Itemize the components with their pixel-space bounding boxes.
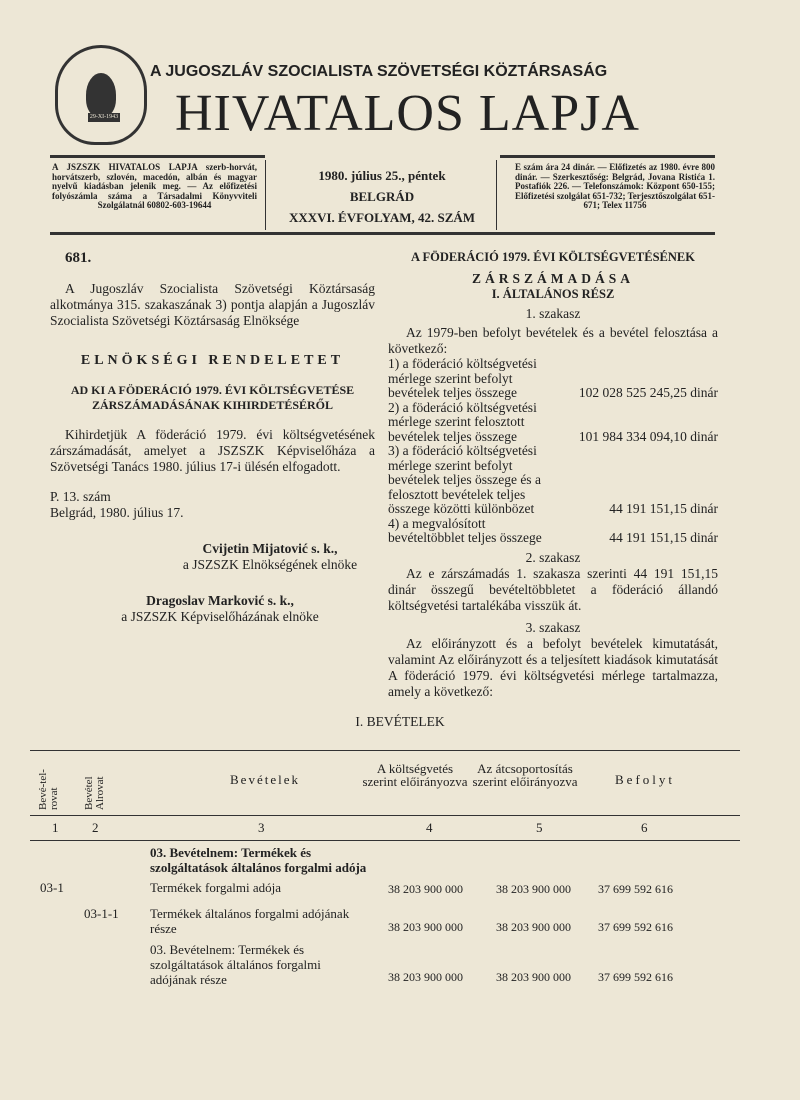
decree-subheading: AD KI A FÖDERÁCIÓ 1979. ÉVI KÖLTSÉGVETÉSE ZÁRSZÁMADÁSÁNAK KIHIRDETÉSÉRŐL [70,383,355,412]
issue-date: 1980. július 25., péntek [318,168,446,183]
part-heading: I. ÁLTALÁNOS RÉSZ [491,287,615,301]
divider [496,160,497,230]
list-item: 3) a föderáció költségvetési mérlege szerint befolyt bevételek teljes összege és a felosztott bevételek teljes összege közötti különbözet [388,443,541,516]
table-rule [30,750,740,751]
publisher-title: A JUGOSZLÁV SZOCIALISTA SZÖVETSÉGI KÖZTÁRSASÁG [150,63,608,80]
list-amount: 44 191 151,15 dinár [609,501,718,516]
table-cell-value: 37 699 592 616 [598,970,673,984]
left-column [50,250,375,625]
column-header: Befolyt [615,772,675,787]
decree-heading: ELNÖKSÉGI RENDELETET [80,353,345,368]
budget-heading-2: ZÁRSZÁMADÁSA [471,271,634,286]
table-cell-value: 38 203 900 000 [388,882,463,896]
section-2-heading: 2. szakasz [525,549,581,565]
issue-city: BELGRÁD [349,189,415,204]
column-header: Az átcsoportosítás szerint előirányozva [472,761,578,789]
list-amount: 101 984 334 094,10 dinár [578,428,718,444]
reference-number: P. 13. szám [50,489,111,504]
section-1-intro: Az 1979-ben befolyt bevételek és a bevétel felosztása a következő: [388,325,718,356]
header-rule [500,155,715,158]
table-cell-code: 03-1-1 [84,906,119,921]
table-rule [30,840,740,841]
table-title: I. BEVÉTELEK [355,714,445,729]
column-number: 6 [641,820,648,835]
list-amount: 102 028 525 245,25 dinár [578,385,718,400]
signature-name: Cvijetin Mijatović s. k., [202,541,338,556]
section-1-heading: 1. szakasz [525,306,581,321]
decree-body: Kihirdetjük A föderáció 1979. évi költségvetésének zárszámadását, amelyet a JSZSZK Képviselőháza a Szövetségi Tanács 1980. július 17-i ülésén elfogadott. [50,427,375,474]
header-rule [50,232,715,235]
column-number: 3 [258,820,265,835]
section-3-text: Az előirányzott és a befolyt bevételek kimutatását, valamint Az előirányzott és a teljesített kiadások kimutatását A föderáció 1979. évi költségvetési mérlege tartalmazza, amely a következő: [388,635,718,699]
right-column [388,250,718,700]
list-item: 1) a föderáció költségvetési mérlege szerint befolyt bevételek teljes összege [388,356,537,400]
emblem-logo: 29-XI-1943 [55,45,147,145]
column-header: Bevétel Alrovat [83,776,106,810]
header-right-info: E szám ára 24 dinár. — Előfizetés az 1980. évre 800 dinár. — Szerkesztőség: Belgrád, Jovana Ristića 1. Postafiók 226. — Telefonszámok: Központ 650-155; Előfizetési szolgálat 651-732; Terjesztőszolgálat 651-671; Telex 11756 [515,162,715,210]
column-number: 2 [92,820,99,835]
table-cell-value: 38 203 900 000 [496,970,571,984]
table-cell-value: 38 203 900 000 [496,882,571,896]
divider [265,160,266,230]
column-number: 5 [536,820,543,835]
item-number: 681. [65,250,92,266]
table-cell-value: 38 203 900 000 [388,970,463,984]
list-item: 2) a föderáció költségvetési mérlege szerint felosztott bevételek teljes összege [388,399,537,444]
list-amount: 44 191 151,15 dinár [609,530,718,545]
table-row-label: Termékek általános forgalmi adójának része [150,906,350,936]
signature-role: a JSZSZK Képviselőházának elnöke [121,609,319,624]
section-2-text: Az e zárszámadás 1. szakasza szerinti 44 191 151,15 dinár összegű bevételtöbbletet a föderáció állandó költségvetési tartalékába visszük át. [388,565,718,613]
column-header: Bevételek [230,772,300,787]
table-rule [30,815,740,816]
budget-heading: A FÖDERÁCIÓ 1979. ÉVI KÖLTSÉGVETÉSÉNEK [411,250,695,264]
issue-number: XXXVI. ÉVFOLYAM, 42. SZÁM [288,210,476,225]
table-row-label: 03. Bevételnem: Termékek és szolgáltatások általános forgalmi adója [150,845,367,875]
column-number: 4 [426,820,433,835]
column-header: Bevé-tel-rovat [37,769,60,810]
header-rule [50,155,265,158]
header-issue-info [270,165,494,228]
header-left-info: A JSZSZK HIVATALOS LAPJA szerb-horvát, horvátszerb, szlovén, macedón, albán és magyar nyelvű kiadásban jelenik meg. — Az előfizetési folyószámla száma a Társadalmi Könyvviteli Szolgálatnál 60802-603-19644 [52,162,257,210]
intro-text: A Jugoszláv Szocialista Szövetségi Köztársaság alkotmánya 315. szakaszának 3) pontja alapján a Jugoszláv Szocialista Szövetségi Köztársaság Elnöksége [50,281,375,328]
table-cell-value: 37 699 592 616 [598,920,673,934]
table-cell-code: 03-1 [40,880,64,895]
table-cell-value: 37 699 592 616 [598,882,673,896]
table-cell-value: 38 203 900 000 [388,920,463,934]
reference-date: Belgrád, 1980. július 17. [50,505,184,520]
column-header: A költségvetés szerint előirányozva [362,761,468,789]
column-number: 1 [52,820,59,835]
table-row-label: Termékek forgalmi adója [150,880,281,895]
table-row-label: 03. Bevételnem: Termékek és szolgáltatások általános forgalmi adójának része [150,942,321,987]
signature-name: Dragoslav Marković s. k., [146,593,294,608]
section-3-heading: 3. szakasz [525,619,581,635]
signature-role: a JSZSZK Elnökségének elnöke [182,557,358,572]
gazette-title: HIVATALOS LAPJA [175,85,640,142]
list-item: 4) a megvalósított bevételtöbblet teljes összege [388,515,542,545]
table-cell-value: 38 203 900 000 [496,920,571,934]
